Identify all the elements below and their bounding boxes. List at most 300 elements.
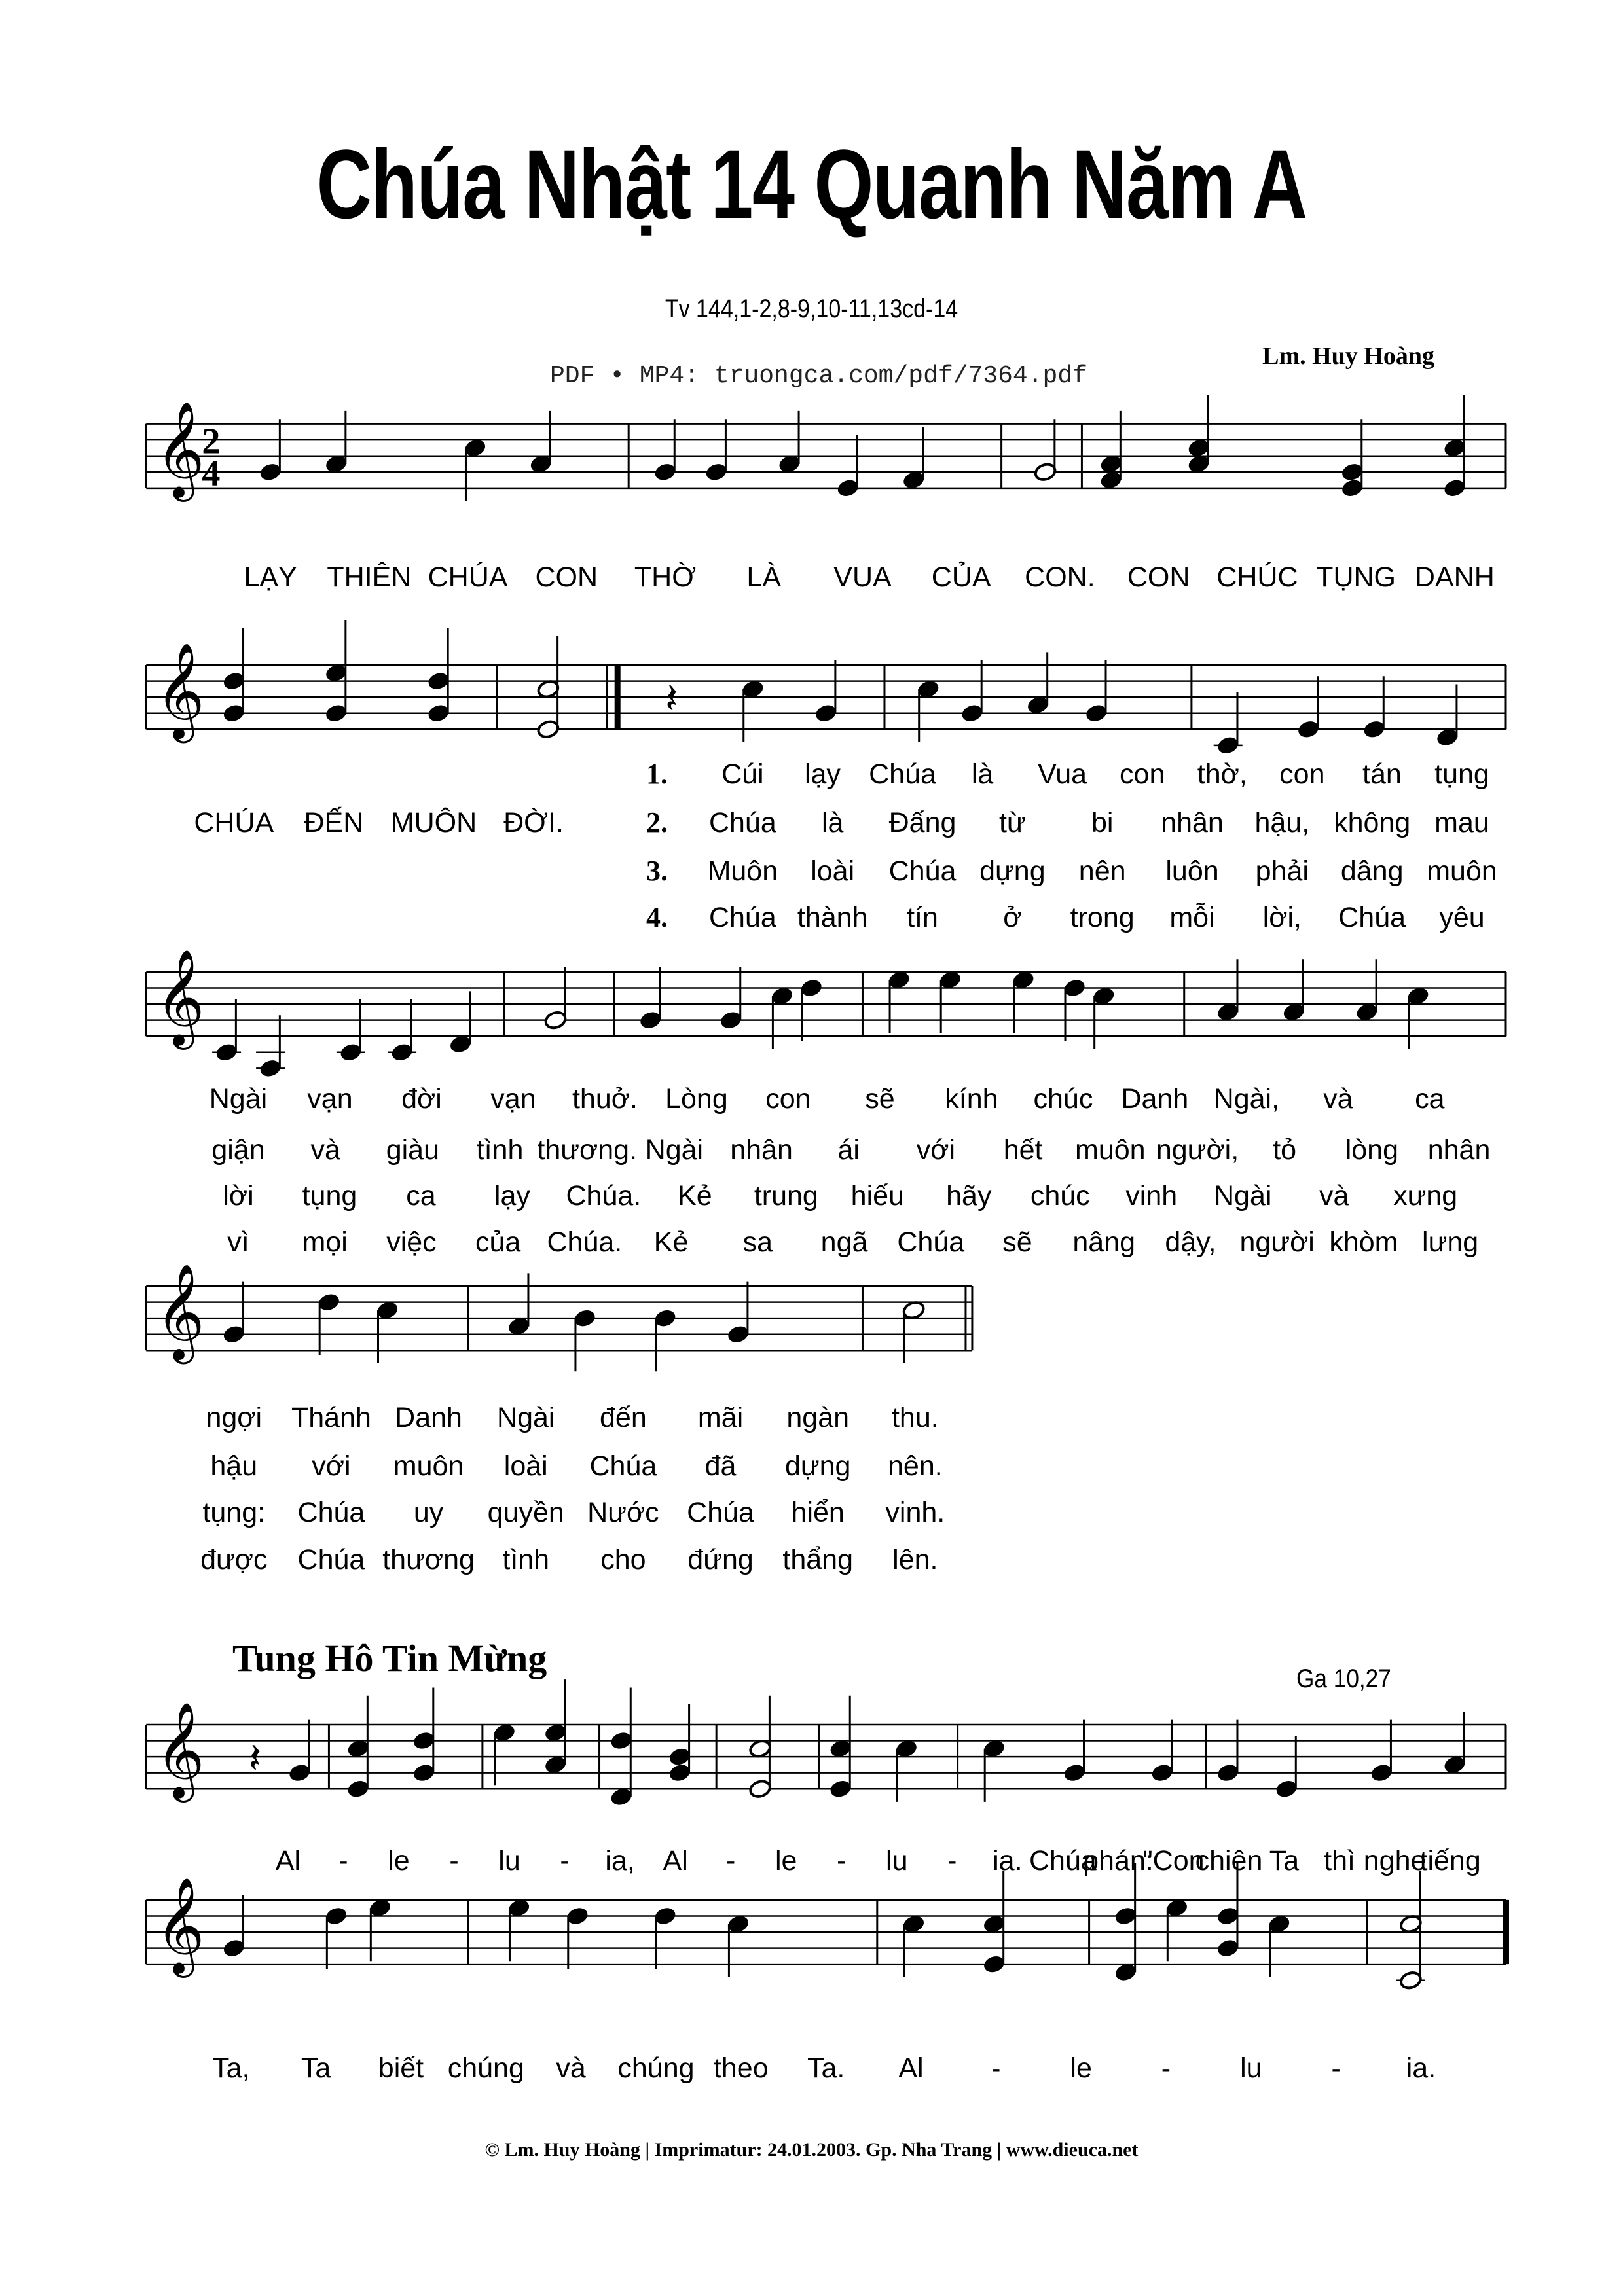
verse-lyric: Vua bbox=[1038, 759, 1087, 791]
verse-lyric: Muôn bbox=[707, 855, 778, 887]
verse-lyric: giàu bbox=[386, 1134, 439, 1166]
note-head bbox=[748, 1738, 772, 1759]
verse-lyric: lưng bbox=[1422, 1227, 1479, 1259]
refrain-lyric: DANH bbox=[1414, 562, 1495, 594]
note-head bbox=[412, 1731, 435, 1751]
verse-lyric: hiển bbox=[791, 1497, 845, 1529]
alleluia-lyric: tiếng bbox=[1419, 1844, 1481, 1876]
verse-lyric: mọi bbox=[302, 1227, 348, 1259]
treble-clef-icon: 𝄞 bbox=[155, 1701, 205, 1799]
alleluia-lyric: ia. bbox=[1406, 2052, 1436, 2084]
note-head bbox=[390, 1042, 414, 1062]
note-head bbox=[1296, 719, 1320, 740]
note-head bbox=[1362, 719, 1386, 740]
note-head bbox=[222, 671, 246, 691]
alleluia-lyric: biết bbox=[378, 2052, 424, 2084]
verse-lyric: chúc bbox=[1030, 1179, 1090, 1211]
note-head bbox=[1340, 462, 1364, 482]
verse-lyric: Chúa. bbox=[547, 1227, 623, 1259]
verse-lyric: con bbox=[765, 1083, 811, 1115]
verse-lyric: lòng bbox=[1345, 1134, 1398, 1166]
verse-lyric: sa bbox=[742, 1227, 773, 1259]
verse-lyric: nên bbox=[1078, 855, 1126, 887]
alleluia-lyric: nghe bbox=[1363, 1844, 1427, 1876]
note-head bbox=[1370, 1763, 1393, 1783]
refrain-lyric: CỦA bbox=[931, 562, 991, 594]
verse-lyric: tỏ bbox=[1273, 1134, 1297, 1166]
psalm-reference: Tv 144,1-2,8-9,10-11,13cd-14 bbox=[665, 295, 958, 323]
alleluia-lyric: le bbox=[775, 1844, 797, 1876]
verse-lyric: dâng bbox=[1340, 855, 1404, 887]
verse-lyric: Chúa bbox=[589, 1450, 657, 1482]
note-head bbox=[829, 1738, 852, 1759]
note-head bbox=[346, 1738, 370, 1759]
verse-lyric: và bbox=[1319, 1179, 1349, 1211]
note-head bbox=[902, 470, 926, 490]
refrain-lyric: THIÊN bbox=[327, 562, 412, 594]
verse-lyric: hiếu bbox=[850, 1179, 904, 1211]
note-head bbox=[427, 703, 450, 723]
verse-lyric: Ngài bbox=[1214, 1179, 1272, 1211]
note-head bbox=[1034, 462, 1057, 482]
verse-lyric: Cúi bbox=[721, 759, 764, 791]
note-head bbox=[982, 1954, 1006, 1975]
alleluia-lyric: - bbox=[449, 1844, 459, 1876]
alleluia-lyric: "Con bbox=[1142, 1844, 1205, 1876]
verse-lyric: Ngài bbox=[209, 1083, 268, 1115]
note-head bbox=[1399, 1970, 1423, 1990]
note-head bbox=[610, 1731, 633, 1751]
verse-lyric: trung bbox=[754, 1179, 818, 1211]
alleluia-lyric: Al bbox=[275, 1844, 301, 1876]
note-head bbox=[610, 1787, 633, 1807]
verse-lyric: Chúa. bbox=[566, 1179, 642, 1211]
verse-lyric: mau bbox=[1434, 807, 1489, 839]
note-head bbox=[339, 1042, 363, 1062]
verse-lyric: nhân bbox=[730, 1134, 793, 1166]
note-head bbox=[543, 1723, 567, 1743]
note-head bbox=[464, 438, 487, 458]
refrain-lyric: CHÚA bbox=[194, 807, 274, 839]
verse-lyric: Chúa bbox=[869, 759, 936, 791]
note-head bbox=[222, 703, 246, 723]
note-head bbox=[938, 970, 962, 990]
footer-copyright: © Lm. Huy Hoàng | Imprimatur: 24.01.2003. Gp. Nha Trang | www.dieuca.net bbox=[484, 2139, 1139, 2161]
note-head bbox=[829, 1779, 852, 1799]
verse-lyric: ngã bbox=[820, 1227, 868, 1259]
note-head bbox=[902, 1914, 926, 1934]
verse-lyric: là bbox=[971, 759, 994, 791]
alleluia-lyric: le bbox=[1070, 2052, 1092, 2084]
verse-lyric: thương. bbox=[537, 1134, 638, 1166]
note-head bbox=[894, 1738, 918, 1759]
refrain-lyric: CHÚA bbox=[428, 562, 508, 594]
note-head bbox=[1216, 1002, 1240, 1022]
verse-lyric: người bbox=[1239, 1227, 1315, 1259]
verse-lyric: Ngài, bbox=[1213, 1083, 1280, 1115]
verse-lyric: thẩng bbox=[782, 1543, 854, 1575]
verse-lyric: vinh. bbox=[885, 1497, 945, 1529]
note-head bbox=[668, 1746, 691, 1767]
verse-lyric: ái bbox=[837, 1134, 860, 1166]
verse-lyric: và bbox=[1323, 1083, 1353, 1115]
refrain-lyric: TỤNG bbox=[1316, 562, 1396, 594]
alleluia-lyric: theo bbox=[713, 2052, 769, 2084]
note-head bbox=[1187, 438, 1211, 458]
alleluia-lyric: Al bbox=[663, 1844, 688, 1876]
alleluia-lyric: - bbox=[991, 2052, 1001, 2084]
verse-lyric: ca bbox=[406, 1179, 436, 1211]
treble-clef-icon: 𝄞 bbox=[155, 948, 205, 1047]
verse-lyric: loài bbox=[811, 855, 855, 887]
note-head bbox=[653, 1308, 677, 1329]
note-head bbox=[222, 1324, 246, 1344]
verse-lyric: kính bbox=[945, 1083, 998, 1115]
verse-lyric: không bbox=[1334, 807, 1411, 839]
verse-lyric: uy bbox=[413, 1497, 444, 1529]
verse-lyric: Chúa bbox=[297, 1543, 365, 1575]
verse-lyric: lạy bbox=[494, 1179, 530, 1211]
note-head bbox=[368, 1898, 392, 1918]
verse-lyric: mãi bbox=[697, 1402, 744, 1433]
note-head bbox=[215, 1042, 238, 1062]
verse-lyric: của bbox=[475, 1227, 521, 1259]
note-head bbox=[324, 663, 348, 683]
verse-lyric: Chúa bbox=[708, 807, 776, 839]
verse-lyric: luôn bbox=[1165, 855, 1219, 887]
verse-lyric: cho bbox=[600, 1543, 646, 1575]
verse-lyric: ngợi bbox=[206, 1402, 263, 1433]
verse-lyric: đã bbox=[704, 1450, 737, 1482]
note-head bbox=[1150, 1763, 1174, 1783]
note-head bbox=[836, 478, 860, 498]
verse-lyric: tán bbox=[1362, 759, 1402, 791]
alleluia-lyric: phán: bbox=[1083, 1844, 1154, 1876]
refrain-lyric: CON bbox=[1127, 562, 1190, 594]
rest-icon: 𝄽 bbox=[248, 1734, 262, 1784]
note-head bbox=[507, 1898, 531, 1918]
verse-lyric: Kẻ bbox=[678, 1179, 712, 1211]
refrain-lyric: CON bbox=[535, 562, 598, 594]
note-head bbox=[1216, 1938, 1240, 1958]
note-head bbox=[1099, 470, 1123, 490]
verse-lyric: quyền bbox=[487, 1497, 564, 1529]
refrain-lyric: CON. bbox=[1025, 562, 1095, 594]
verse-lyric: thuở. bbox=[572, 1083, 638, 1115]
verse-lyric: khòm bbox=[1329, 1227, 1398, 1259]
treble-clef-icon: 𝄞 bbox=[155, 400, 205, 498]
refrain-lyric: LẠY bbox=[244, 562, 297, 594]
verse-lyric: Chúa bbox=[297, 1497, 365, 1529]
note-head bbox=[529, 454, 553, 474]
note-head bbox=[1436, 727, 1459, 747]
repeat-barline bbox=[615, 665, 621, 729]
alleluia-lyric: Ta, bbox=[212, 2052, 250, 2084]
verse-lyric: sẽ bbox=[1002, 1227, 1032, 1259]
refrain-lyric: VUA bbox=[833, 562, 892, 594]
verse-lyric: dậy, bbox=[1165, 1227, 1216, 1259]
alleluia-lyric: - bbox=[726, 1844, 736, 1876]
alleluia-lyric: chúng bbox=[447, 2052, 524, 2084]
note-head bbox=[324, 454, 348, 474]
note-head bbox=[668, 1763, 691, 1783]
refrain-lyric: ĐỜI. bbox=[503, 807, 564, 839]
verse-lyric: thành bbox=[797, 902, 868, 934]
refrain-lyric: LÀ bbox=[746, 562, 782, 594]
verse-lyric: với bbox=[916, 1134, 956, 1166]
section-title: Tung Hô Tin Mừng bbox=[232, 1637, 547, 1679]
verse-lyric: Danh bbox=[395, 1402, 462, 1433]
note-head bbox=[492, 1723, 516, 1743]
verse-lyric: Kẻ bbox=[653, 1227, 689, 1259]
verse-lyric: là bbox=[821, 807, 844, 839]
note-head bbox=[748, 1779, 772, 1799]
verse-lyric: đời bbox=[401, 1083, 442, 1115]
alleluia-lyric: lu bbox=[886, 1844, 908, 1876]
verse-number: 3. bbox=[646, 854, 668, 887]
verse-lyric: lời, bbox=[1262, 902, 1302, 934]
alleluia-lyric: lu bbox=[498, 1844, 520, 1876]
alleluia-lyric: Chúa bbox=[1029, 1844, 1097, 1876]
note-head bbox=[887, 970, 911, 990]
note-head bbox=[741, 679, 765, 699]
verse-lyric: nhân bbox=[1427, 1134, 1491, 1166]
note-head bbox=[317, 1292, 340, 1312]
alleluia-lyric: - bbox=[338, 1844, 348, 1876]
note-head bbox=[1399, 1914, 1423, 1934]
verse-lyric: với bbox=[312, 1450, 351, 1482]
verse-lyric: xưng bbox=[1393, 1179, 1458, 1211]
source-link[interactable]: PDF • MP4: truongca.com/pdf/7364.pdf bbox=[550, 362, 1087, 390]
verse-lyric: dựng bbox=[784, 1450, 851, 1482]
treble-clef-icon: 𝄞 bbox=[155, 1876, 205, 1975]
alleluia-lyric: Ta bbox=[301, 2052, 331, 2084]
alleluia-lyric: - bbox=[560, 1844, 570, 1876]
note-head bbox=[771, 986, 794, 1006]
verse-lyric: thu. bbox=[891, 1402, 939, 1433]
note-head bbox=[982, 1738, 1006, 1759]
note-head bbox=[259, 1058, 282, 1079]
note-head bbox=[639, 1010, 663, 1030]
verse-lyric: ngàn bbox=[786, 1402, 850, 1433]
note-head bbox=[727, 1914, 750, 1934]
note-head bbox=[536, 679, 560, 699]
alleluia-lyric: và bbox=[556, 2052, 586, 2084]
alleluia-lyric: - bbox=[947, 1844, 957, 1876]
alleluia-lyric: ia, bbox=[605, 1844, 635, 1876]
note-head bbox=[1165, 1898, 1188, 1918]
verse-lyric: Nước bbox=[587, 1497, 659, 1529]
note-head bbox=[573, 1308, 596, 1329]
verse-lyric: trong bbox=[1070, 902, 1135, 934]
refrain-lyric: CHÚC bbox=[1216, 562, 1298, 594]
verse-lyric: và bbox=[310, 1134, 340, 1166]
verse-lyric: việc bbox=[386, 1227, 437, 1259]
note-head bbox=[222, 1938, 246, 1958]
verse-lyric: Đấng bbox=[888, 807, 957, 839]
verse-lyric: hậu, bbox=[1254, 807, 1310, 839]
note-head bbox=[1063, 1763, 1086, 1783]
rest-icon: 𝄽 bbox=[665, 675, 678, 724]
verse-lyric: hậu bbox=[210, 1450, 258, 1482]
time-signature-bottom: 4 bbox=[202, 453, 221, 494]
note-head bbox=[1340, 478, 1364, 498]
note-head bbox=[536, 719, 560, 740]
note-head bbox=[1114, 1962, 1137, 1982]
alleluia-lyric: thì bbox=[1324, 1844, 1355, 1876]
verse-lyric: vạn bbox=[490, 1083, 536, 1115]
verse-lyric: thương bbox=[382, 1543, 475, 1575]
note-head bbox=[653, 462, 677, 482]
gospel-reference: Ga 10,27 bbox=[1296, 1664, 1391, 1693]
verse-lyric: con bbox=[1120, 759, 1165, 791]
verse-lyric: Ngài bbox=[497, 1402, 555, 1433]
verse-lyric: Lòng bbox=[665, 1083, 728, 1115]
alleluia-lyric: - bbox=[837, 1844, 847, 1876]
time-signature-top: 2 bbox=[202, 421, 221, 462]
note-head bbox=[259, 462, 282, 482]
verse-lyric: tụng: bbox=[202, 1497, 266, 1529]
verse-lyric: tín bbox=[907, 902, 938, 934]
verse-lyric: vì bbox=[227, 1227, 249, 1259]
verse-lyric: tụng bbox=[302, 1179, 357, 1211]
verse-lyric: ca bbox=[1415, 1083, 1445, 1115]
note-head bbox=[1063, 978, 1086, 998]
alleluia-lyric: - bbox=[1161, 2052, 1171, 2084]
verse-lyric: từ bbox=[998, 807, 1026, 839]
note-head bbox=[1406, 986, 1430, 1006]
verse-lyric: tình bbox=[502, 1543, 550, 1575]
note-head bbox=[346, 1779, 370, 1799]
verse-lyric: hết bbox=[1003, 1134, 1043, 1166]
verse-lyric: phải bbox=[1255, 855, 1309, 887]
note-head bbox=[917, 679, 940, 699]
alleluia-lyric: chiên bbox=[1195, 1844, 1263, 1876]
verse-lyric: Chúa bbox=[888, 855, 957, 887]
note-head bbox=[727, 1324, 750, 1344]
alleluia-lyric: - bbox=[1331, 2052, 1341, 2084]
verse-lyric: tình bbox=[476, 1134, 524, 1166]
note-head bbox=[566, 1906, 589, 1926]
note-head bbox=[814, 703, 838, 723]
note-head bbox=[543, 1755, 567, 1775]
verse-lyric: Chúa bbox=[708, 902, 776, 934]
note-head bbox=[1216, 1763, 1240, 1783]
verse-lyric: chúc bbox=[1033, 1083, 1093, 1115]
verse-lyric: Thánh bbox=[291, 1402, 371, 1433]
verse-number: 4. bbox=[646, 901, 668, 934]
verse-lyric: nhân bbox=[1161, 807, 1224, 839]
note-head bbox=[543, 1010, 567, 1030]
verse-lyric: Chúa bbox=[687, 1497, 754, 1529]
note-head bbox=[1443, 1755, 1467, 1775]
verse-lyric: vạn bbox=[307, 1083, 353, 1115]
note-head bbox=[288, 1763, 312, 1783]
refrain-lyric: MUÔN bbox=[390, 807, 477, 839]
verse-lyric: muôn bbox=[1075, 1134, 1146, 1166]
alleluia-lyric: Ta. bbox=[807, 2052, 845, 2084]
verse-lyric: Chúa bbox=[897, 1227, 965, 1259]
verse-lyric: Ngài bbox=[645, 1134, 704, 1166]
note-head bbox=[1443, 438, 1467, 458]
note-head bbox=[412, 1763, 435, 1783]
treble-clef-icon: 𝄞 bbox=[155, 1263, 205, 1361]
note-head bbox=[1187, 454, 1211, 474]
note-head bbox=[719, 1010, 742, 1030]
note-head bbox=[324, 1906, 348, 1926]
note-head bbox=[1275, 1779, 1298, 1799]
note-head bbox=[1114, 1906, 1137, 1926]
note-head bbox=[427, 671, 450, 691]
verse-lyric: Chúa bbox=[1338, 902, 1406, 934]
verse-lyric: yêu bbox=[1439, 902, 1485, 934]
note-head bbox=[653, 1906, 677, 1926]
verse-lyric: lời bbox=[223, 1179, 254, 1211]
verse-lyric: sẽ bbox=[865, 1083, 895, 1115]
verse-lyric: tụng bbox=[1434, 759, 1489, 791]
verse-lyric: đứng bbox=[687, 1543, 754, 1575]
note-head bbox=[1282, 1002, 1305, 1022]
verse-lyric: Danh bbox=[1121, 1083, 1189, 1115]
verse-lyric: đến bbox=[600, 1402, 647, 1433]
verse-lyric: bi bbox=[1091, 807, 1114, 839]
note-head bbox=[902, 1300, 926, 1320]
treble-clef-icon: 𝄞 bbox=[155, 641, 205, 740]
alleluia-lyric: lu bbox=[1240, 2052, 1262, 2084]
note-head bbox=[1267, 1914, 1291, 1934]
verse-number: 2. bbox=[646, 806, 668, 839]
verse-lyric: được bbox=[200, 1543, 268, 1575]
verse-lyric: lạy bbox=[804, 759, 841, 791]
verse-lyric: loài bbox=[503, 1450, 548, 1482]
refrain-lyric: ĐẾN bbox=[304, 807, 364, 839]
note-head bbox=[1026, 695, 1049, 715]
note-head bbox=[1216, 735, 1240, 755]
alleluia-lyric: chúng bbox=[617, 2052, 695, 2084]
note-head bbox=[960, 703, 984, 723]
verse-lyric: dựng bbox=[979, 855, 1046, 887]
note-head bbox=[507, 1316, 531, 1336]
verse-lyric: ở bbox=[1003, 902, 1022, 934]
song-title: Chúa Nhật 14 Quanh Năm A bbox=[316, 129, 1307, 239]
verse-lyric: con bbox=[1279, 759, 1325, 791]
verse-lyric: thờ, bbox=[1197, 759, 1247, 791]
note-head bbox=[1092, 986, 1116, 1006]
note-head bbox=[799, 978, 823, 998]
verse-lyric: người, bbox=[1156, 1134, 1239, 1166]
verse-lyric: nâng bbox=[1072, 1227, 1136, 1259]
note-head bbox=[1012, 970, 1035, 990]
alleluia-lyric: Al bbox=[898, 2052, 924, 2084]
composer: Lm. Huy Hoàng bbox=[1262, 342, 1434, 370]
note-head bbox=[448, 1034, 472, 1054]
verse-lyric: muôn bbox=[1427, 855, 1497, 887]
note-head bbox=[376, 1300, 399, 1320]
note-head bbox=[982, 1914, 1006, 1934]
alleluia-lyric: ia. bbox=[993, 1844, 1023, 1876]
note-head bbox=[1099, 454, 1123, 474]
note-head bbox=[1085, 703, 1108, 723]
note-head bbox=[324, 703, 348, 723]
verse-number: 1. bbox=[646, 758, 668, 791]
note-head bbox=[1216, 1906, 1240, 1926]
note-head bbox=[778, 454, 801, 474]
verse-lyric: giận bbox=[211, 1134, 265, 1166]
verse-lyric: vinh bbox=[1125, 1179, 1178, 1211]
alleluia-lyric: le bbox=[388, 1844, 410, 1876]
refrain-lyric: THỜ bbox=[634, 562, 697, 594]
note-head bbox=[1355, 1002, 1379, 1022]
